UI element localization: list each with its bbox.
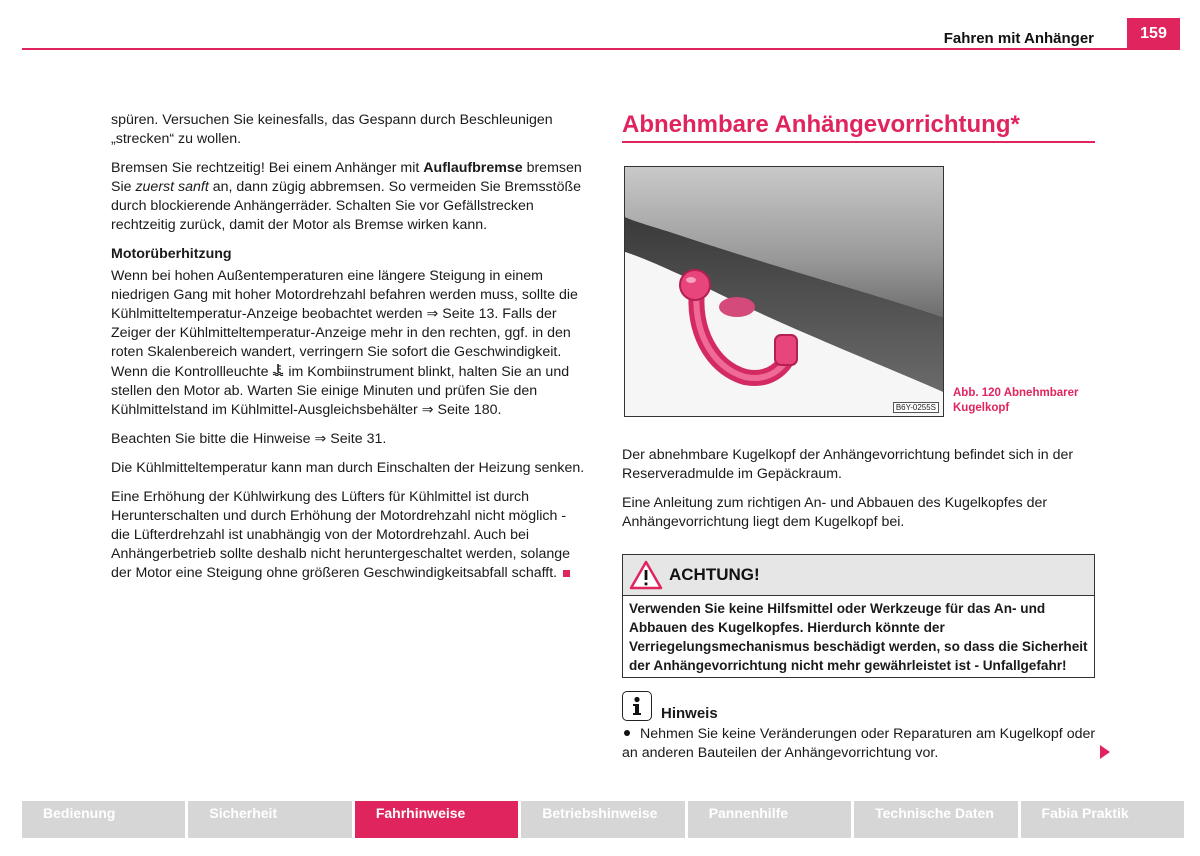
text-run: Eine Erhöhung der Kühlwirkung des Lüfters für Kühlmittel ist durch Herunterschalten und durch Erhöhung der Motordrehzahl nicht möglich - die Lüfterdrehzahl ist unabhängig von der Motordrehzahl. Auch bei Anhängerbetrieb sollte deshalb nicht heruntergeschaltet werden, solange der Motor eine Steigung ohne größeren Geschwindigkeitsabfall schafft. xyxy=(111,489,571,581)
paragraph-hinweise: Beachten Sie bitte die Hinweise ⇒ Seite 31. xyxy=(111,431,387,447)
text-run: bremsen Sie xyxy=(111,160,582,195)
figure-towbar-ball-head xyxy=(624,166,944,417)
warning-header xyxy=(623,555,1094,596)
section-heading: Abnehmbare Anhängevorrichtung* xyxy=(622,111,1020,138)
warning-triangle-icon xyxy=(629,560,663,590)
tab-technische-daten[interactable]: Technische Daten xyxy=(854,801,1017,838)
page-number: 159 xyxy=(1127,18,1180,50)
paragraph-reserveradmulde: Der abnehmbare Kugelkopf der Anhängevorrichtung befindet sich in der Reserveradmulde im Gepäckraum. xyxy=(622,447,1074,482)
paragraph-anleitung: Eine Anleitung zum richtigen An- und Abbauen des Kugelkopfes der Anhängevorrichtung liegt dem Kugelkopf bei. xyxy=(622,495,1048,530)
coolant-temperature-icon xyxy=(272,362,284,381)
tab-bedienung[interactable]: Bedienung xyxy=(22,801,185,838)
note-text xyxy=(622,725,1097,763)
note-header xyxy=(622,691,718,721)
tab-pannenhilfe[interactable]: Pannenhilfe xyxy=(688,801,851,838)
paragraph-strecken: spüren. Versuchen Sie keinesfalls, das Gespann durch Beschleunigen „strecken“ zu wollen. xyxy=(111,112,553,147)
tab-betriebshinweise[interactable]: Betriebshinweise xyxy=(521,801,684,838)
towbar-illustration xyxy=(625,167,943,416)
italic-term: zuerst sanft xyxy=(135,179,209,195)
header-rule xyxy=(22,48,1180,50)
tab-sicherheit[interactable]: Sicherheit xyxy=(188,801,351,838)
tab-fabia-praktik[interactable]: Fabia Praktik xyxy=(1021,801,1184,838)
info-note-icon xyxy=(622,691,652,721)
note-title: Hinweis xyxy=(661,705,718,722)
figure-caption: Abb. 120 Abnehmbarer Kugelkopf xyxy=(953,387,1079,414)
figure-code: B6Y-0255S xyxy=(893,402,939,413)
paragraph-heizung: Die Kühlmitteltemperatur kann man durch Einschalten der Heizung senken. xyxy=(111,460,585,476)
section-heading-rule xyxy=(622,141,1095,143)
chapter-navigation xyxy=(22,801,1184,838)
subheading-motorueberhitzung: Motorüberhitzung xyxy=(111,246,232,262)
paragraph-bremsen xyxy=(111,159,586,235)
paragraph-luefter xyxy=(111,488,586,583)
paragraph-steigung xyxy=(111,267,586,420)
warning-box xyxy=(622,554,1095,678)
left-column xyxy=(111,111,586,593)
text-run: Bremsen Sie rechtzeitig! Bei einem Anhänger mit xyxy=(111,160,424,176)
text-run: Wenn bei hohen Außentemperaturen eine längere Steigung in einem niedrigen Gang mit hoher Motordrehzahl befahren werden muss, sollte die Kühlmitteltemperatur-Anzeige beobachtet werden ⇒ Seite 13. Falls der Zeiger der Kühlmitteltemperatur-Anzeige mehr in den rechten, ggf. in den roten Skalenbereich wandert, verringern Sie sofort die Geschwindigkeit. Wenn die Kontrollleuchte xyxy=(111,268,578,380)
warning-text: Verwenden Sie keine Hilfsmittel oder Werkzeuge für das An- und Abbauen des Kugelkopfes. Hierdurch könnte der Verriegelungsmechanismus beschädigt werden, so dass die Sicherheit der Anhängevorrichtung nicht mehr gewährleistet ist - Unfallgefahr! xyxy=(629,601,1088,673)
section-end-marker xyxy=(563,570,570,577)
tab-fahrhinweise[interactable]: Fahrhinweise xyxy=(355,801,518,838)
note-text-run: Nehmen Sie keine Veränderungen oder Reparaturen am Kugelkopf oder an anderen Bauteilen der Anhängevorrichtung vor. xyxy=(622,726,1096,761)
right-column-text xyxy=(622,446,1097,542)
bold-term: Auflaufbremse xyxy=(423,160,523,176)
next-page-arrow-icon[interactable] xyxy=(1100,745,1110,759)
warning-title: ACHTUNG! xyxy=(669,565,760,584)
running-header-title: Fahren mit Anhänger xyxy=(943,30,1094,47)
bullet-icon xyxy=(624,730,630,736)
text-run: im Kombiinstrument blinkt, halten Sie an und stellen den Motor ab. Warten Sie einige Minuten und prüfen Sie den Kühlmittelstand im Kühlmittel-Ausgleichsbehälter ⇒ Seite 180. xyxy=(111,364,570,418)
text-run: an, dann zügig abbremsen. So vermeiden Sie Bremsstöße durch blockierende Anhängerräder. Schalten Sie vor Gefällstrecken rechtzeitig zurück, damit der Motor als Bremse wirken kann. xyxy=(111,179,582,233)
